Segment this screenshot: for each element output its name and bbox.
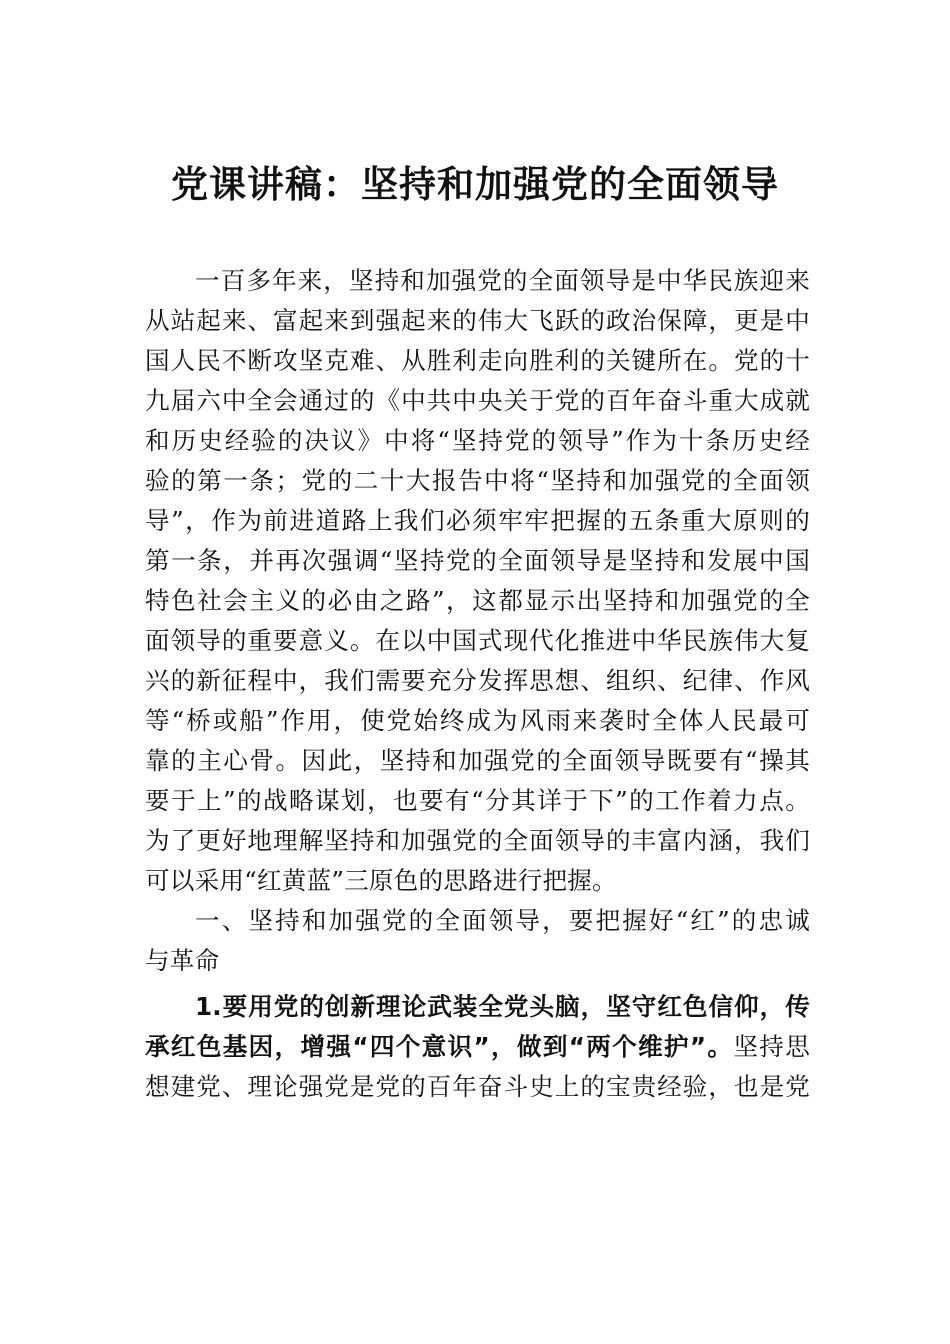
subheading-bold-line: 1.要用党的创新理论武装全党头脑，坚守红色信仰，传 [195, 992, 810, 1021]
paragraph-line: 一百多年来，坚持和加强党的全面领导是中华民族迎来 [195, 266, 810, 295]
paragraph-line: 第一条，并再次强调“坚持党的全面领导是坚持和发展中国 [145, 546, 810, 575]
paragraph-line: 等“桥或船”作用，使党始终成为风雨来袭时全体人民最可 [145, 706, 810, 735]
paragraph-line: 从站起来、富起来到强起来的伟大飞跃的政治保障，更是中 [145, 306, 810, 335]
document-body [145, 261, 810, 1107]
paragraph-line: 想建党、理论强党是党的百年奋斗史上的宝贵经验，也是党 [145, 1072, 810, 1101]
subheading-bold-text: 承红色基因，增强“四个意识”，做到“两个维护”。 [145, 1032, 734, 1061]
paragraph-line: 九届六中全会通过的《中共中央关于党的百年奋斗重大成就 [145, 386, 810, 415]
paragraph-line: 面领导的重要意义。在以中国式现代化推进中华民族伟大复 [145, 626, 810, 655]
section-heading-line: 与革命 [145, 946, 220, 975]
paragraph-line: 为了更好地理解坚持和加强党的全面领导的丰富内涵，我们 [145, 826, 810, 855]
paragraph-line: 靠的主心骨。因此，坚持和加强党的全面领导既要有“操其 [145, 746, 810, 775]
paragraph-line: 特色社会主义的必由之路”，这都显示出坚持和加强党的全 [145, 586, 810, 615]
section-heading-line: 一、坚持和加强党的全面领导，要把握好“红”的忠诚 [195, 906, 810, 935]
paragraph-line: 可以采用“红黄蓝”三原色的思路进行把握。 [145, 866, 617, 895]
subheading-mixed-line [145, 1027, 810, 1067]
paragraph-line: 国人民不断攻坚克难、从胜利走向胜利的关键所在。党的十 [145, 346, 810, 375]
document-title: 党课讲稿：坚持和加强党的全面领导 [171, 162, 779, 206]
subheading-body-text: 坚持思 [733, 1032, 810, 1061]
paragraph-line: 导”，作为前进道路上我们必须牢牢把握的五条重大原则的 [145, 506, 810, 535]
paragraph-line: 和历史经验的决议》中将“坚持党的领导”作为十条历史经 [145, 426, 810, 455]
paragraph-line: 验的第一条；党的二十大报告中将“坚持和加强党的全面领 [145, 466, 810, 495]
paragraph-line: 兴的新征程中，我们需要充分发挥思想、组织、纪律、作风 [145, 666, 810, 695]
paragraph-line: 要于上”的战略谋划，也要有“分其详于下”的工作着力点。 [145, 786, 810, 815]
